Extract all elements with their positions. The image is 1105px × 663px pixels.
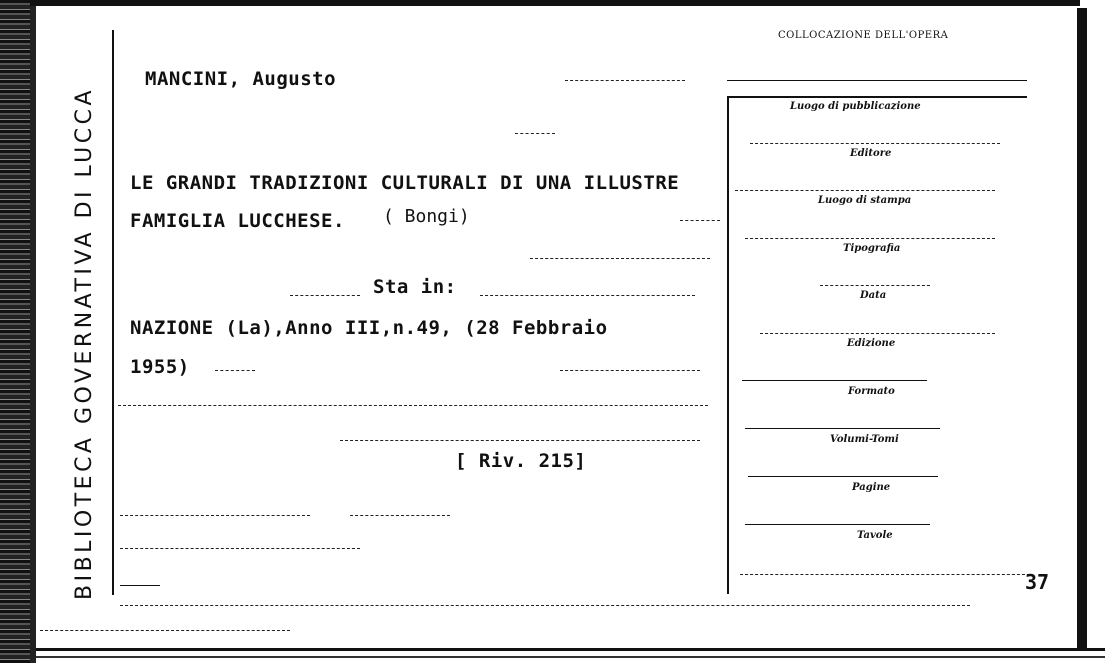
card-edge-left	[0, 0, 30, 663]
sta-in-label: Sta in:	[373, 276, 457, 298]
field-tipografia: Tipografia	[843, 243, 901, 254]
rule	[680, 220, 720, 222]
rule	[290, 295, 360, 297]
rule	[40, 630, 290, 632]
field-luogo-pubblicazione: Luogo di pubblicazione	[790, 101, 921, 112]
rule	[740, 574, 1030, 576]
rule	[120, 548, 360, 550]
field-edizione: Edizione	[847, 338, 896, 349]
rule	[748, 476, 938, 477]
rule	[118, 405, 708, 407]
rule	[560, 370, 700, 372]
card-edge-right	[1077, 8, 1087, 648]
rule	[750, 143, 1000, 145]
collocation-rule	[727, 80, 1027, 81]
source-line-1: NAZIONE (La),Anno III,n.49, (28 Febbraio	[130, 317, 608, 339]
rule	[120, 605, 970, 607]
field-volumi-tomi: Volumi-Tomi	[830, 434, 899, 445]
rule	[340, 440, 700, 442]
page-number: 37	[1025, 570, 1050, 594]
card-edge-left-inner	[30, 0, 36, 663]
source-line-2: 1955)	[130, 356, 190, 378]
reference-code: [ Riv. 215]	[455, 450, 587, 472]
card-edge-bottom	[36, 648, 1105, 651]
rule	[120, 515, 310, 517]
rule	[745, 524, 930, 525]
rule	[350, 515, 450, 517]
author-name: MANCINI, Augusto	[145, 68, 337, 90]
rule	[515, 133, 555, 135]
field-tavole: Tavole	[857, 530, 893, 541]
rule	[530, 258, 710, 260]
rule	[120, 585, 160, 586]
field-pagine: Pagine	[852, 482, 891, 493]
work-title-line-2: FAMIGLIA LUCCHESE.	[130, 210, 345, 232]
collocation-box-top	[729, 96, 1027, 98]
rule	[760, 333, 995, 335]
rule	[742, 380, 927, 381]
rule	[820, 285, 930, 287]
collocation-box-border	[727, 96, 729, 594]
left-margin-line	[112, 30, 114, 595]
rule	[745, 238, 995, 240]
title-note: ( Bongi)	[383, 206, 470, 227]
rule	[480, 295, 695, 297]
field-editore: Editore	[850, 148, 892, 159]
rule	[565, 80, 685, 82]
field-formato: Formato	[848, 386, 895, 397]
field-luogo-stampa: Luogo di stampa	[818, 195, 912, 206]
field-data: Data	[860, 290, 887, 301]
card-edge-bottom-shadow	[36, 656, 1105, 658]
library-name: BIBLIOTECA GOVERNATIVA DI LUCCA	[72, 86, 97, 600]
rule	[735, 190, 995, 192]
work-title-line-1: LE GRANDI TRADIZIONI CULTURALI DI UNA ILLUSTRE	[130, 172, 680, 194]
card-edge-top	[30, 0, 1080, 6]
rule	[745, 428, 940, 429]
collocation-header: COLLOCAZIONE DELL'OPERA	[778, 30, 949, 41]
rule	[215, 370, 255, 372]
